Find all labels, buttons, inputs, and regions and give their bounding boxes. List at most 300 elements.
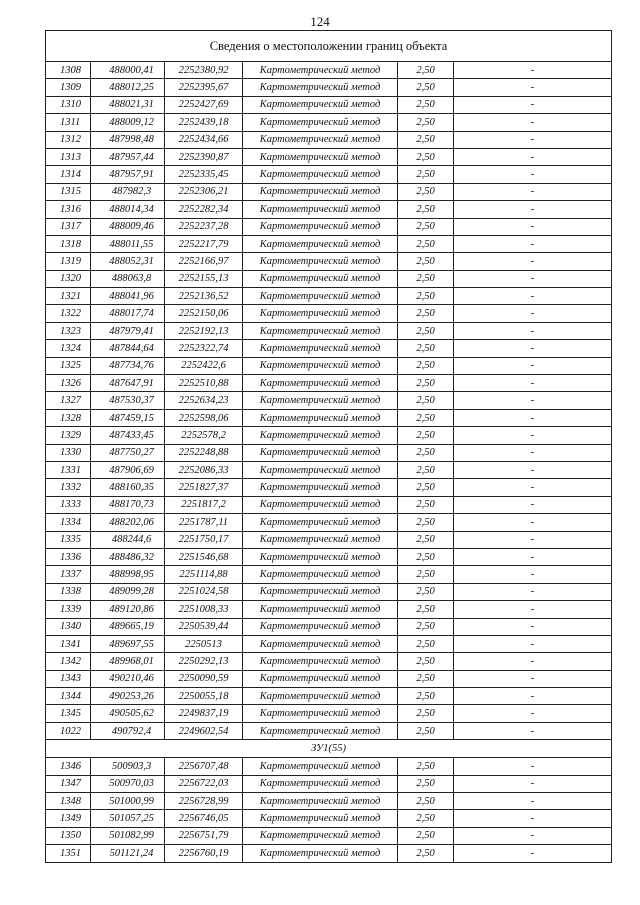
x-coordinate-cell: 488998,95 [91, 566, 165, 583]
y-coordinate-cell: 2251114,88 [165, 566, 243, 583]
description-cell: - [454, 409, 612, 426]
y-coordinate-cell: 2252395,67 [165, 79, 243, 96]
y-coordinate-cell: 2252578,2 [165, 427, 243, 444]
section-label: ЗУ1(55) [46, 740, 612, 758]
table-row [46, 427, 612, 444]
y-coordinate-cell: 2252155,13 [165, 270, 243, 287]
x-coordinate-cell: 487979,41 [91, 322, 165, 339]
method-cell: Картометрический метод [243, 288, 398, 305]
point-number-cell: 1348 [46, 793, 91, 810]
table-row [46, 531, 612, 548]
table-row [46, 148, 612, 165]
table-row [46, 618, 612, 635]
method-cell: Картометрический метод [243, 183, 398, 200]
point-number-cell: 1341 [46, 635, 91, 652]
x-coordinate-cell: 488041,96 [91, 288, 165, 305]
x-coordinate-cell: 487998,48 [91, 131, 165, 148]
y-coordinate-cell: 2252248,88 [165, 444, 243, 461]
x-coordinate-cell: 488014,34 [91, 201, 165, 218]
x-coordinate-cell: 487844,64 [91, 340, 165, 357]
point-number-cell: 1319 [46, 253, 91, 270]
method-cell: Картометрический метод [243, 322, 398, 339]
accuracy-cell: 2,50 [398, 793, 454, 810]
accuracy-cell: 2,50 [398, 635, 454, 652]
point-number-cell: 1323 [46, 322, 91, 339]
accuracy-cell: 2,50 [398, 496, 454, 513]
accuracy-cell: 2,50 [398, 845, 454, 862]
accuracy-cell: 2,50 [398, 375, 454, 392]
method-cell: Картометрический метод [243, 775, 398, 792]
x-coordinate-cell: 487530,37 [91, 392, 165, 409]
method-cell: Картометрический метод [243, 618, 398, 635]
point-number-cell: 1315 [46, 183, 91, 200]
page-number: 124 [310, 14, 330, 29]
accuracy-cell: 2,50 [398, 810, 454, 827]
description-cell: - [454, 653, 612, 670]
accuracy-cell: 2,50 [398, 514, 454, 531]
accuracy-cell: 2,50 [398, 392, 454, 409]
x-coordinate-cell: 487734,76 [91, 357, 165, 374]
method-cell: Картометрический метод [243, 810, 398, 827]
table-title-row [46, 31, 612, 62]
x-coordinate-cell: 488063,8 [91, 270, 165, 287]
accuracy-cell: 2,50 [398, 201, 454, 218]
method-cell: Картометрический метод [243, 166, 398, 183]
description-cell: - [454, 618, 612, 635]
method-cell: Картометрический метод [243, 514, 398, 531]
point-number-cell: 1345 [46, 705, 91, 722]
x-coordinate-cell: 488021,31 [91, 96, 165, 113]
table-row [46, 392, 612, 409]
point-number-cell: 1347 [46, 775, 91, 792]
accuracy-cell: 2,50 [398, 722, 454, 739]
x-coordinate-cell: 488202,06 [91, 514, 165, 531]
point-number-cell: 1342 [46, 653, 91, 670]
description-cell: - [454, 531, 612, 548]
method-cell: Картометрический метод [243, 305, 398, 322]
method-cell: Картометрический метод [243, 79, 398, 96]
y-coordinate-cell: 2251008,33 [165, 601, 243, 618]
x-coordinate-cell: 487750,27 [91, 444, 165, 461]
method-cell: Картометрический метод [243, 845, 398, 862]
description-cell: - [454, 166, 612, 183]
point-number-cell: 1346 [46, 758, 91, 775]
point-number-cell: 1326 [46, 375, 91, 392]
method-cell: Картометрический метод [243, 722, 398, 739]
y-coordinate-cell: 2252166,97 [165, 253, 243, 270]
x-coordinate-cell: 487647,91 [91, 375, 165, 392]
table-row [46, 758, 612, 775]
y-coordinate-cell: 2252510,88 [165, 375, 243, 392]
table-row [46, 653, 612, 670]
table-row [46, 688, 612, 705]
accuracy-cell: 2,50 [398, 566, 454, 583]
x-coordinate-cell: 487906,69 [91, 461, 165, 478]
y-coordinate-cell: 2252322,74 [165, 340, 243, 357]
description-cell: - [454, 688, 612, 705]
point-number-cell: 1339 [46, 601, 91, 618]
y-coordinate-cell: 2250539,44 [165, 618, 243, 635]
accuracy-cell: 2,50 [398, 79, 454, 96]
accuracy-cell: 2,50 [398, 357, 454, 374]
y-coordinate-cell: 2252086,33 [165, 461, 243, 478]
accuracy-cell: 2,50 [398, 270, 454, 287]
table-title: Сведения о местоположении границ объекта [46, 31, 612, 62]
table-row [46, 340, 612, 357]
x-coordinate-cell: 488000,41 [91, 62, 165, 79]
description-cell: - [454, 810, 612, 827]
method-cell: Картометрический метод [243, 96, 398, 113]
method-cell: Картометрический метод [243, 114, 398, 131]
y-coordinate-cell: 2250513 [165, 635, 243, 652]
x-coordinate-cell: 488160,35 [91, 479, 165, 496]
description-cell: - [454, 305, 612, 322]
description-cell: - [454, 793, 612, 810]
y-coordinate-cell: 2252427,69 [165, 96, 243, 113]
method-cell: Картометрический метод [243, 409, 398, 426]
accuracy-cell: 2,50 [398, 688, 454, 705]
point-number-cell: 1338 [46, 583, 91, 600]
accuracy-cell: 2,50 [398, 235, 454, 252]
x-coordinate-cell: 489120,86 [91, 601, 165, 618]
x-coordinate-cell: 489099,28 [91, 583, 165, 600]
description-cell: - [454, 288, 612, 305]
x-coordinate-cell: 490792,4 [91, 722, 165, 739]
description-cell: - [454, 566, 612, 583]
point-number-cell: 1324 [46, 340, 91, 357]
method-cell: Картометрический метод [243, 375, 398, 392]
method-cell: Картометрический метод [243, 235, 398, 252]
point-number-cell: 1336 [46, 548, 91, 565]
method-cell: Картометрический метод [243, 601, 398, 618]
x-coordinate-cell: 488012,25 [91, 79, 165, 96]
x-coordinate-cell: 487957,44 [91, 148, 165, 165]
accuracy-cell: 2,50 [398, 114, 454, 131]
method-cell: Картометрический метод [243, 566, 398, 583]
accuracy-cell: 2,50 [398, 583, 454, 600]
description-cell: - [454, 827, 612, 844]
y-coordinate-cell: 2252237,28 [165, 218, 243, 235]
method-cell: Картометрический метод [243, 793, 398, 810]
point-number-cell: 1335 [46, 531, 91, 548]
table-row [46, 201, 612, 218]
description-cell: - [454, 758, 612, 775]
point-number-cell: 1022 [46, 722, 91, 739]
accuracy-cell: 2,50 [398, 705, 454, 722]
y-coordinate-cell: 2252136,52 [165, 288, 243, 305]
point-number-cell: 1344 [46, 688, 91, 705]
point-number-cell: 1322 [46, 305, 91, 322]
accuracy-cell: 2,50 [398, 758, 454, 775]
y-coordinate-cell: 2252192,13 [165, 322, 243, 339]
accuracy-cell: 2,50 [398, 670, 454, 687]
table-row [46, 444, 612, 461]
method-cell: Картометрический метод [243, 427, 398, 444]
accuracy-cell: 2,50 [398, 131, 454, 148]
method-cell: Картометрический метод [243, 131, 398, 148]
description-cell: - [454, 253, 612, 270]
y-coordinate-cell: 2249602,54 [165, 722, 243, 739]
y-coordinate-cell: 2251750,17 [165, 531, 243, 548]
description-cell: - [454, 96, 612, 113]
method-cell: Картометрический метод [243, 62, 398, 79]
y-coordinate-cell: 2252150,06 [165, 305, 243, 322]
point-number-cell: 1328 [46, 409, 91, 426]
method-cell: Картометрический метод [243, 827, 398, 844]
section-header-row [46, 740, 612, 758]
description-cell: - [454, 722, 612, 739]
point-number-cell: 1310 [46, 96, 91, 113]
x-coordinate-cell: 500970,03 [91, 775, 165, 792]
accuracy-cell: 2,50 [398, 288, 454, 305]
x-coordinate-cell: 488052,31 [91, 253, 165, 270]
accuracy-cell: 2,50 [398, 427, 454, 444]
y-coordinate-cell: 2252282,34 [165, 201, 243, 218]
description-cell: - [454, 201, 612, 218]
table-row [46, 670, 612, 687]
y-coordinate-cell: 2252439,18 [165, 114, 243, 131]
accuracy-cell: 2,50 [398, 461, 454, 478]
table-row [46, 114, 612, 131]
y-coordinate-cell: 2250055,18 [165, 688, 243, 705]
accuracy-cell: 2,50 [398, 444, 454, 461]
accuracy-cell: 2,50 [398, 62, 454, 79]
description-cell: - [454, 322, 612, 339]
method-cell: Картометрический метод [243, 148, 398, 165]
y-coordinate-cell: 2249837,19 [165, 705, 243, 722]
accuracy-cell: 2,50 [398, 409, 454, 426]
point-number-cell: 1330 [46, 444, 91, 461]
method-cell: Картометрический метод [243, 461, 398, 478]
description-cell: - [454, 461, 612, 478]
y-coordinate-cell: 2256760,19 [165, 845, 243, 862]
description-cell: - [454, 148, 612, 165]
x-coordinate-cell: 488009,12 [91, 114, 165, 131]
y-coordinate-cell: 2250090,59 [165, 670, 243, 687]
y-coordinate-cell: 2252422,6 [165, 357, 243, 374]
accuracy-cell: 2,50 [398, 96, 454, 113]
x-coordinate-cell: 487433,45 [91, 427, 165, 444]
table-row [46, 131, 612, 148]
point-number-cell: 1311 [46, 114, 91, 131]
y-coordinate-cell: 2256751,79 [165, 827, 243, 844]
point-number-cell: 1350 [46, 827, 91, 844]
point-number-cell: 1308 [46, 62, 91, 79]
table-row [46, 583, 612, 600]
y-coordinate-cell: 2251787,11 [165, 514, 243, 531]
accuracy-cell: 2,50 [398, 653, 454, 670]
y-coordinate-cell: 2256707,48 [165, 758, 243, 775]
method-cell: Картометрический метод [243, 705, 398, 722]
point-number-cell: 1332 [46, 479, 91, 496]
point-number-cell: 1325 [46, 357, 91, 374]
y-coordinate-cell: 2252598,06 [165, 409, 243, 426]
accuracy-cell: 2,50 [398, 148, 454, 165]
x-coordinate-cell: 488170,73 [91, 496, 165, 513]
table-row [46, 270, 612, 287]
point-number-cell: 1334 [46, 514, 91, 531]
accuracy-cell: 2,50 [398, 479, 454, 496]
table-row [46, 601, 612, 618]
y-coordinate-cell: 2251817,2 [165, 496, 243, 513]
description-cell: - [454, 601, 612, 618]
x-coordinate-cell: 501121,24 [91, 845, 165, 862]
point-number-cell: 1321 [46, 288, 91, 305]
y-coordinate-cell: 2250292,13 [165, 653, 243, 670]
y-coordinate-cell: 2251546,68 [165, 548, 243, 565]
point-number-cell: 1309 [46, 79, 91, 96]
table-row [46, 322, 612, 339]
table-row [46, 635, 612, 652]
table-row [46, 183, 612, 200]
method-cell: Картометрический метод [243, 531, 398, 548]
table-row [46, 479, 612, 496]
accuracy-cell: 2,50 [398, 531, 454, 548]
point-number-cell: 1349 [46, 810, 91, 827]
description-cell: - [454, 427, 612, 444]
point-number-cell: 1331 [46, 461, 91, 478]
description-cell: - [454, 62, 612, 79]
description-cell: - [454, 375, 612, 392]
x-coordinate-cell: 490253,26 [91, 688, 165, 705]
method-cell: Картометрический метод [243, 392, 398, 409]
table-row [46, 810, 612, 827]
description-cell: - [454, 705, 612, 722]
table-row [46, 566, 612, 583]
accuracy-cell: 2,50 [398, 322, 454, 339]
table-row [46, 79, 612, 96]
y-coordinate-cell: 2256722,03 [165, 775, 243, 792]
description-cell: - [454, 444, 612, 461]
table-row [46, 793, 612, 810]
x-coordinate-cell: 488009,46 [91, 218, 165, 235]
description-cell: - [454, 514, 612, 531]
description-cell: - [454, 79, 612, 96]
table-row [46, 253, 612, 270]
table-row [46, 548, 612, 565]
method-cell: Картометрический метод [243, 653, 398, 670]
x-coordinate-cell: 487982,3 [91, 183, 165, 200]
point-number-cell: 1316 [46, 201, 91, 218]
method-cell: Картометрический метод [243, 688, 398, 705]
point-number-cell: 1312 [46, 131, 91, 148]
point-number-cell: 1340 [46, 618, 91, 635]
table-row [46, 375, 612, 392]
x-coordinate-cell: 490210,46 [91, 670, 165, 687]
x-coordinate-cell: 489968,01 [91, 653, 165, 670]
description-cell: - [454, 479, 612, 496]
table-row [46, 96, 612, 113]
x-coordinate-cell: 489697,55 [91, 635, 165, 652]
method-cell: Картометрический метод [243, 670, 398, 687]
description-cell: - [454, 340, 612, 357]
table-row [46, 827, 612, 844]
method-cell: Картометрический метод [243, 340, 398, 357]
y-coordinate-cell: 2252390,87 [165, 148, 243, 165]
accuracy-cell: 2,50 [398, 775, 454, 792]
x-coordinate-cell: 488017,74 [91, 305, 165, 322]
description-cell: - [454, 392, 612, 409]
method-cell: Картометрический метод [243, 218, 398, 235]
x-coordinate-cell: 501057,25 [91, 810, 165, 827]
y-coordinate-cell: 2256728,99 [165, 793, 243, 810]
description-cell: - [454, 496, 612, 513]
table-row [46, 166, 612, 183]
description-cell: - [454, 114, 612, 131]
table-row [46, 461, 612, 478]
table-row [46, 496, 612, 513]
description-cell: - [454, 131, 612, 148]
table-row [46, 62, 612, 79]
table-row [46, 235, 612, 252]
point-number-cell: 1329 [46, 427, 91, 444]
description-cell: - [454, 845, 612, 862]
point-number-cell: 1320 [46, 270, 91, 287]
table-row [46, 845, 612, 862]
description-cell: - [454, 270, 612, 287]
method-cell: Картометрический метод [243, 444, 398, 461]
method-cell: Картометрический метод [243, 583, 398, 600]
description-cell: - [454, 357, 612, 374]
method-cell: Картометрический метод [243, 253, 398, 270]
x-coordinate-cell: 488486,32 [91, 548, 165, 565]
point-number-cell: 1351 [46, 845, 91, 862]
method-cell: Картометрический метод [243, 635, 398, 652]
y-coordinate-cell: 2251827,37 [165, 479, 243, 496]
x-coordinate-cell: 488011,55 [91, 235, 165, 252]
y-coordinate-cell: 2252306,21 [165, 183, 243, 200]
accuracy-cell: 2,50 [398, 340, 454, 357]
x-coordinate-cell: 488244,6 [91, 531, 165, 548]
x-coordinate-cell: 487459,15 [91, 409, 165, 426]
y-coordinate-cell: 2252217,79 [165, 235, 243, 252]
method-cell: Картометрический метод [243, 758, 398, 775]
table-row [46, 705, 612, 722]
point-number-cell: 1343 [46, 670, 91, 687]
point-number-cell: 1318 [46, 235, 91, 252]
accuracy-cell: 2,50 [398, 827, 454, 844]
method-cell: Картометрический метод [243, 496, 398, 513]
point-number-cell: 1333 [46, 496, 91, 513]
description-cell: - [454, 775, 612, 792]
accuracy-cell: 2,50 [398, 618, 454, 635]
accuracy-cell: 2,50 [398, 601, 454, 618]
method-cell: Картометрический метод [243, 548, 398, 565]
table-row [46, 514, 612, 531]
description-cell: - [454, 218, 612, 235]
accuracy-cell: 2,50 [398, 548, 454, 565]
table-row [46, 218, 612, 235]
accuracy-cell: 2,50 [398, 305, 454, 322]
y-coordinate-cell: 2252335,45 [165, 166, 243, 183]
method-cell: Картометрический метод [243, 201, 398, 218]
accuracy-cell: 2,50 [398, 218, 454, 235]
x-coordinate-cell: 489665,19 [91, 618, 165, 635]
point-number-cell: 1313 [46, 148, 91, 165]
x-coordinate-cell: 490505,62 [91, 705, 165, 722]
point-number-cell: 1337 [46, 566, 91, 583]
table-row [46, 775, 612, 792]
x-coordinate-cell: 487957,91 [91, 166, 165, 183]
table-row [46, 722, 612, 739]
x-coordinate-cell: 501000,99 [91, 793, 165, 810]
y-coordinate-cell: 2252634,23 [165, 392, 243, 409]
description-cell: - [454, 548, 612, 565]
point-number-cell: 1327 [46, 392, 91, 409]
description-cell: - [454, 235, 612, 252]
table-row [46, 305, 612, 322]
y-coordinate-cell: 2251024,58 [165, 583, 243, 600]
